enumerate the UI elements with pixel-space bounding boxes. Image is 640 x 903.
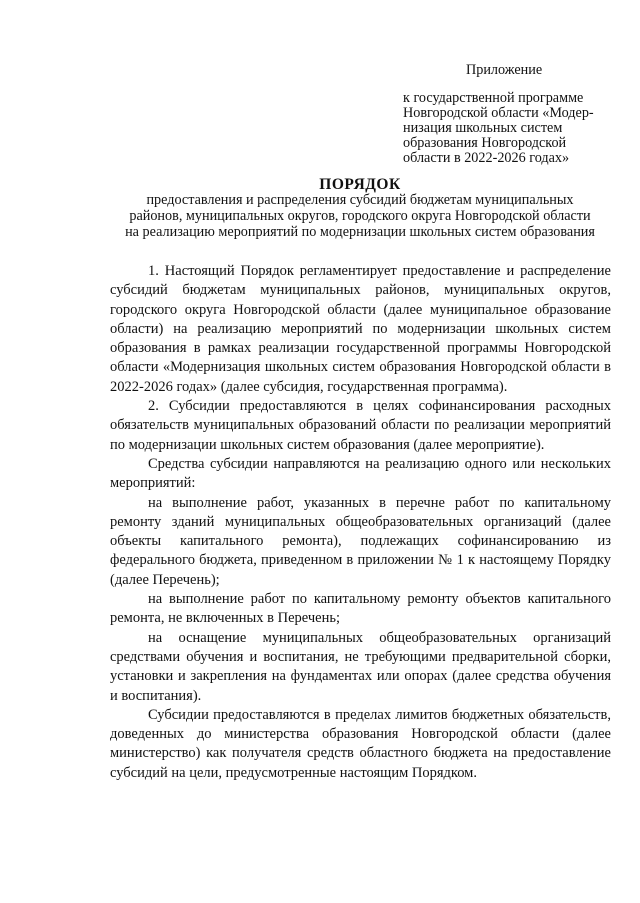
appendix-line: области в 2022-2026 годах» <box>403 150 570 166</box>
subtitle-line: на реализацию мероприятий по модернизации школьных систем образования <box>125 224 595 240</box>
list-item-other-repair: на выполнение работ по капитальному ремонту объектов капитального ремонта, не включенных в Перечень; <box>110 591 611 627</box>
subtitle-line: районов, муниципальных округов, городского округа Новгородской области <box>129 208 591 224</box>
appendix-line: к государственной программе <box>403 90 584 106</box>
document-body <box>110 262 611 783</box>
subtitle-line: предоставления и распределения субсидий бюджетам муниципальных <box>146 192 574 208</box>
document-title: ПОРЯДОК <box>319 176 401 193</box>
paragraph-funds: Средства субсидии направляются на реализацию одного или нескольких мероприятий: <box>110 455 611 492</box>
appendix-line: образования Новгородской <box>403 135 567 151</box>
document-subtitle <box>105 192 615 240</box>
list-item-repair-works: на выполнение работ, указанных в перечне работ по капитальному ремонту зданий муниципальных общеобразовательных организаций (далее объекты капитального ремонта), подлежащих софинансированию из федерального бюджета, приведенном в приложении № 1 к настоящему Порядку (далее Перечень); <box>110 494 611 588</box>
appendix-line: низация школьных систем <box>403 120 563 136</box>
paragraph-2: 2. Субсидии предоставляются в целях софинансирования расходных обязательств муниципальных образований области по реализации мероприятий по модернизации школьных систем образования (далее мероприятие). <box>110 398 611 453</box>
list-item-equipment: на оснащение муниципальных общеобразовательных организаций средствами обучения и воспитания, не требующими предварительной сборки, установки и закрепления на фундаментах или опорах (далее средства обучения и воспитания). <box>110 629 611 704</box>
appendix-title: Приложение <box>466 62 543 78</box>
appendix-line: Новгородской области «Модер- <box>403 105 594 121</box>
appendix-block <box>403 63 625 166</box>
paragraph-1: 1. Настоящий Порядок регламентирует предоставление и распределение субсидий бюджетам муниципальных районов, муниципальных округов, городского округа Новгородской области (далее муниципальное образование области) на реализацию мероприятий по модернизации школьных систем образования в рамках реализации государственной программы Новгородской области «Модернизация школьных систем образования Новгородской области в 2022-2026 годах» (далее субсидия, государственная программа). <box>110 263 611 395</box>
paragraph-limits: Субсидии предоставляются в пределах лимитов бюджетных обязательств, доведенных до министерства образования Новгородской области (далее министерство) как получателя средств областного бюджета на предоставление субсидий на цели, предусмотренные настоящим Порядком. <box>110 706 611 781</box>
